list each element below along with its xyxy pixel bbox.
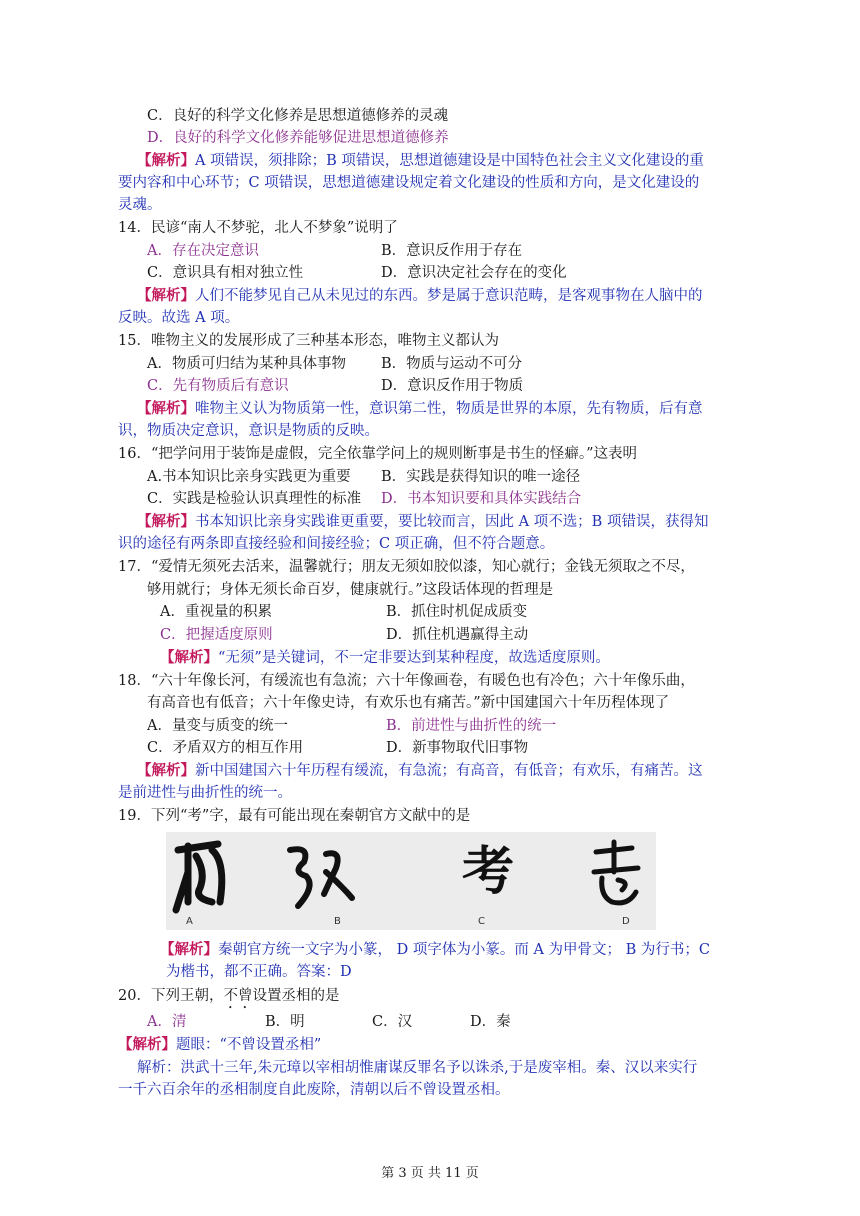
q17-stem-line2: 够用就行；身体无须长命百岁，健康就行。”这段话体现的哲理是 <box>147 582 554 598</box>
analysis-tag: 【解析】 <box>118 1036 176 1053</box>
emphasis-text: 不曾 <box>223 988 253 1004</box>
q13-analysis-line2: 要内容和中心环节；C 项错误，思想道德建设规定着文化建设的性质和方向，是文化建设的 <box>118 175 700 191</box>
q19-stem: 19．下列“考”字，最有可能出现在秦朝官方文献中的是 <box>118 808 471 824</box>
q14-option-d: D．意识决定社会存在的变化 <box>381 265 567 281</box>
q18-option-a: A．量变与质变的统一 <box>147 718 288 734</box>
glyph-b <box>290 849 352 906</box>
analysis-tag: 【解析】 <box>160 649 218 666</box>
q16-option-b: B．实践是获得知识的唯一途径 <box>381 469 581 485</box>
q15-option-a: A．物质可归结为某种具体事物 <box>147 356 346 372</box>
q20-option-a: A．清 <box>147 1014 187 1030</box>
figure-label-c: C <box>478 916 485 927</box>
q20-stem: 20．下列王朝，不曾设置丞相的是 <box>118 988 340 1004</box>
q16-option-c: C．实践是检验认识真理性的标准 <box>147 491 362 507</box>
q20-analysis-line1: 【解析】题眼：“不曾设置丞相” <box>118 1036 322 1053</box>
q16-option-d: D．书本知识要和具体实践结合 <box>381 491 582 507</box>
q15-option-c: C．先有物质后有意识 <box>147 378 289 394</box>
q14-analysis-line2: 反映。故选 A 项。 <box>118 310 240 326</box>
glyph-a <box>176 844 222 910</box>
calligraphy-figure <box>166 832 656 930</box>
q14-stem: 14．民谚“南人不梦驼，北人不梦象”说明了 <box>118 220 398 236</box>
figure-label-d: D <box>622 916 630 927</box>
figure-label-b: B <box>334 916 341 927</box>
q14-option-c: C．意识具有相对独立性 <box>147 265 304 281</box>
q15-analysis-line2: 识，物质决定意识，意识是物质的反映。 <box>118 423 379 439</box>
page-footer: 第 3 页 共 11 页 <box>381 1166 479 1181</box>
q18-analysis-line2: 是前进性与曲折性的统一。 <box>118 785 292 801</box>
q16-option-a: A.书本知识比亲身实践更为重要 <box>147 469 351 485</box>
q17-option-a: A．重视量的积累 <box>160 604 272 620</box>
q13-analysis-line1: 【解析】A 项错误，须排除；B 项错误，思想道德建设是中国特色社会主义文化建设的重 <box>137 152 704 169</box>
q18-stem-line2: 有高音也有低音；六十年像史诗，有欢乐也有痛苦。”新中国建国六十年历程体现了 <box>147 695 670 711</box>
q15-stem: 15．唯物主义的发展形成了三种基本形态，唯物主义都认为 <box>118 333 499 349</box>
q20-analysis-line3: 一千六百余年的丞相制度自此废除，清朝以后不曾设置丞相。 <box>118 1082 510 1098</box>
q20-option-c: C．汉 <box>372 1014 413 1030</box>
q18-stem-line1: 18．“六十年像长河，有缓流也有急流；六十年像画卷，有暖色也有冷色；六十年像乐曲， <box>118 673 695 689</box>
analysis-tag: 【解析】 <box>137 400 195 417</box>
q17-analysis-line1: 【解析】“无须”是关键词，不一定非要达到某种程度，故选适度原则。 <box>160 649 610 666</box>
q15-analysis-line1: 【解析】唯物主义认为物质第一性，意识第二性，物质是世界的本原，先有物质，后有意 <box>137 400 703 417</box>
q18-option-b: B．前进性与曲折性的统一 <box>386 718 557 734</box>
q17-stem-line1: 17．“爱情无须死去活来，温馨就行；朋友无须如胶似漆，知心就行；金钱无须取之不尽， <box>118 559 695 575</box>
q20-option-b: B．明 <box>265 1014 305 1030</box>
q15-option-d: D．意识反作用于物质 <box>381 378 524 394</box>
q18-option-d: D．新事物取代旧事物 <box>386 740 529 756</box>
q13-option-c: C．良好的科学文化修养是思想道德修养的灵魂 <box>147 108 449 124</box>
q17-option-c: C．把握适度原则 <box>160 627 273 643</box>
q18-option-c: C．矛盾双方的相互作用 <box>147 740 304 756</box>
figure-label-a: A <box>186 916 193 927</box>
glyph-c: 考 <box>462 841 515 902</box>
q17-option-d: D．抓住机遇赢得主动 <box>386 627 529 643</box>
q19-analysis-line2: 为楷书，都不正确。答案：D <box>166 964 352 980</box>
q19-analysis-line1: 【解析】秦朝官方统一文字为小篆， D 项字体为小篆。而 A 为甲骨文； B 为行书；C <box>160 941 710 958</box>
analysis-tag: 【解析】 <box>137 513 195 530</box>
analysis-tag: 【解析】 <box>160 941 218 958</box>
q14-option-a: A．存在决定意识 <box>147 243 259 259</box>
analysis-tag: 【解析】 <box>137 762 195 779</box>
analysis-tag: 【解析】 <box>137 152 195 169</box>
calligraphy-glyphs <box>166 832 656 930</box>
q16-analysis-line1: 【解析】书本知识比亲身实践谁更重要，要比较而言，因此 A 项不选；B 项错误，获得知 <box>137 513 709 530</box>
q15-option-b: B．物质与运动不可分 <box>381 356 523 372</box>
q14-analysis-line1: 【解析】人们不能梦见自己从未见过的东西。梦是属于意识范畴，是客观事物在人脑中的 <box>137 287 703 304</box>
q20-option-d: D．秦 <box>470 1014 511 1030</box>
q16-stem: 16．“把学问用于装饰是虚假，完全依靠学问上的规则断事是书生的怪癖。”这表明 <box>118 446 638 462</box>
q17-option-b: B．抓住时机促成质变 <box>386 604 528 620</box>
q13-option-d: D．良好的科学文化修养能够促进思想道德修养 <box>147 130 449 146</box>
glyph-d <box>594 842 638 903</box>
analysis-tag: 【解析】 <box>137 287 195 304</box>
q13-analysis-line3: 灵魂。 <box>118 197 162 213</box>
q16-analysis-line2: 识的途径有两条即直接经验和间接经验；C 项正确，但不符合题意。 <box>118 536 555 552</box>
q14-option-b: B．意识反作用于存在 <box>381 243 523 259</box>
q18-analysis-line1: 【解析】新中国建国六十年历程有缓流，有急流；有高音，有低音；有欢乐，有痛苦。这 <box>137 762 703 779</box>
q20-analysis-line2: 解析：洪武十三年,朱元璋以宰相胡惟庸谋反罪名予以诛杀,于是废宰相。秦、汉以来实行 <box>137 1060 698 1076</box>
